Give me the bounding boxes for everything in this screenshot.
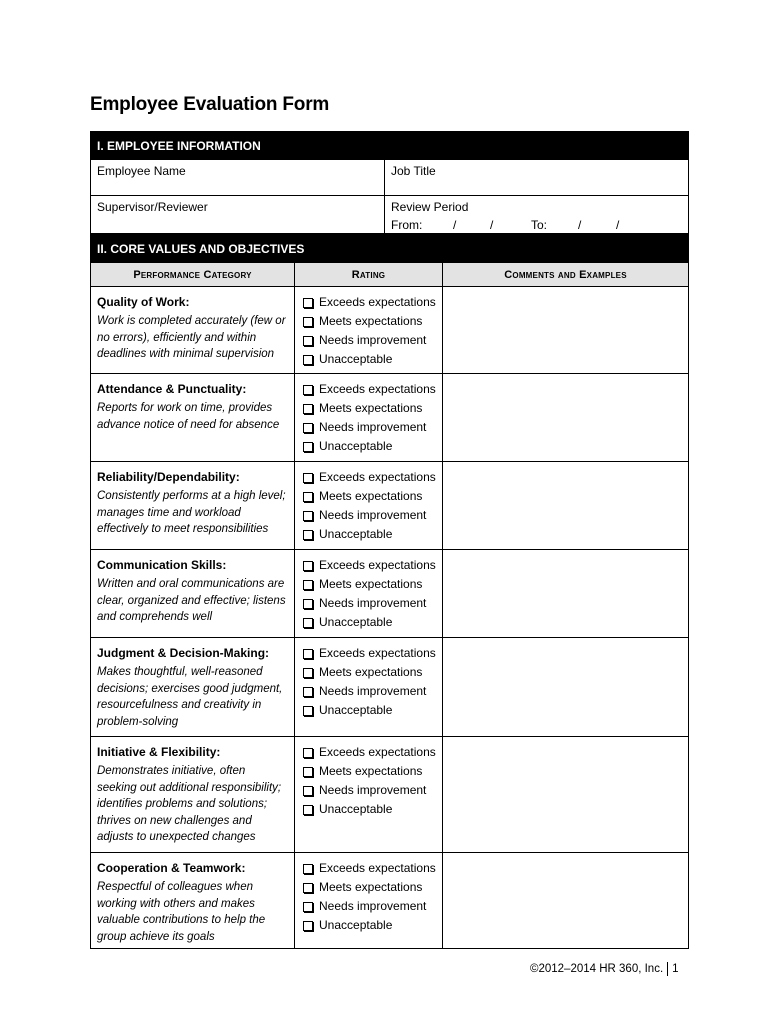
comments-field[interactable]: [443, 737, 688, 852]
category-cell: [91, 374, 295, 461]
rating-option[interactable]: [303, 781, 442, 800]
rating-option[interactable]: [303, 594, 442, 613]
category-cell: [91, 550, 295, 637]
checkbox-icon[interactable]: [303, 921, 313, 931]
rating-option-label: Meets expectations: [319, 764, 423, 778]
rating-option-label: Exceeds expectations: [319, 295, 436, 309]
category-name: Reliability/Dependability:: [97, 470, 240, 484]
rating-option-label: Unacceptable: [319, 527, 393, 541]
table-header-row: [91, 263, 688, 287]
comments-field[interactable]: [443, 853, 688, 948]
rating-option-label: Exceeds expectations: [319, 861, 436, 875]
checkbox-icon[interactable]: [303, 561, 313, 571]
category-description: Written and oral communications are clear, organized and effective; listens and comprehends well: [97, 578, 286, 623]
checkbox-icon[interactable]: [303, 473, 313, 483]
category-name: Initiative & Flexibility:: [97, 745, 221, 759]
checkbox-icon[interactable]: [303, 423, 313, 433]
checkbox-icon[interactable]: [303, 492, 313, 502]
category-cell: [91, 737, 295, 852]
review-period-label: Review Period: [391, 200, 469, 214]
rating-option[interactable]: [303, 743, 442, 762]
job-title-field[interactable]: [385, 160, 688, 195]
rating-cell: [295, 550, 443, 637]
category-cell: [91, 287, 295, 373]
rating-option[interactable]: [303, 663, 442, 682]
category-description: Respectful of colleagues when working with others and makes valuable contributions to help the group achieve its goals: [97, 881, 266, 943]
rating-option[interactable]: [303, 878, 442, 897]
category-name: Attendance & Punctuality:: [97, 382, 247, 396]
comments-field[interactable]: [443, 374, 688, 461]
section-employee-information-heading: I. EMPLOYEE INFORMATION: [91, 131, 688, 160]
rating-option-label: Unacceptable: [319, 615, 393, 629]
review-period-dates: [391, 218, 682, 232]
rating-option-label: Unacceptable: [319, 703, 393, 717]
category-rows: [91, 287, 688, 948]
comments-field[interactable]: [443, 638, 688, 736]
rating-option[interactable]: [303, 350, 442, 369]
rating-option-label: Needs improvement: [319, 783, 427, 797]
info-row-supervisor-period: [91, 196, 688, 234]
rating-option-label: Needs improvement: [319, 596, 427, 610]
rating-option[interactable]: [303, 293, 442, 312]
supervisor-label: Supervisor/Reviewer: [97, 200, 208, 214]
evaluation-form: [90, 131, 689, 949]
rating-option[interactable]: [303, 418, 442, 437]
checkbox-icon[interactable]: [303, 511, 313, 521]
rating-option-label: Needs improvement: [319, 508, 427, 522]
to-label: To:: [531, 218, 548, 232]
rating-option-label: Unacceptable: [319, 918, 393, 932]
checkbox-icon[interactable]: [303, 902, 313, 912]
rating-option-label: Exceeds expectations: [319, 558, 436, 572]
checkbox-icon[interactable]: [303, 317, 313, 327]
rating-header: Rating: [295, 263, 443, 286]
category-description: Consistently performs at a high level; manages time and workload effectively to meet responsibilities: [97, 490, 286, 535]
rating-option[interactable]: [303, 859, 442, 878]
category-row: [91, 737, 688, 853]
category-cell: [91, 638, 295, 736]
rating-option[interactable]: [303, 312, 442, 331]
to-slash-1: /: [578, 218, 582, 232]
employee-name-label: Employee Name: [97, 164, 186, 178]
rating-option[interactable]: [303, 701, 442, 720]
checkbox-icon[interactable]: [303, 864, 313, 874]
rating-option[interactable]: [303, 468, 442, 487]
rating-option[interactable]: [303, 575, 442, 594]
category-cell: [91, 853, 295, 948]
rating-option[interactable]: [303, 916, 442, 935]
rating-cell: [295, 287, 443, 373]
category-name: Cooperation & Teamwork:: [97, 861, 246, 875]
rating-cell: [295, 638, 443, 736]
to-slash-2: /: [616, 218, 620, 232]
rating-option-label: Meets expectations: [319, 665, 423, 679]
rating-option-label: Unacceptable: [319, 352, 393, 366]
category-name: Quality of Work:: [97, 295, 190, 309]
section-core-values-heading: II. CORE VALUES AND OBJECTIVES: [91, 234, 688, 263]
rating-option-label: Unacceptable: [319, 439, 393, 453]
copyright-text: ©2012–2014 HR 360, Inc.: [530, 963, 664, 975]
rating-option-label: Meets expectations: [319, 880, 423, 894]
checkbox-icon[interactable]: [303, 883, 313, 893]
category-row: [91, 287, 688, 374]
rating-option[interactable]: [303, 644, 442, 663]
checkbox-icon[interactable]: [303, 668, 313, 678]
page-footer: [530, 962, 679, 976]
rating-cell: [295, 462, 443, 549]
comments-header: Comments and Examples: [504, 268, 627, 281]
checkbox-icon[interactable]: [303, 748, 313, 758]
info-row-name-title: [91, 160, 688, 196]
review-period-field[interactable]: [385, 196, 688, 233]
checkbox-icon[interactable]: [303, 805, 313, 815]
comments-field[interactable]: [443, 287, 688, 373]
rating-option-label: Exceeds expectations: [319, 382, 436, 396]
checkbox-icon[interactable]: [303, 687, 313, 697]
comments-field[interactable]: [443, 550, 688, 637]
rating-option[interactable]: [303, 682, 442, 701]
rating-cell: [295, 737, 443, 852]
rating-option-label: Meets expectations: [319, 401, 423, 415]
category-description: Demonstrates initiative, often seeking out additional responsibility; identifies problems and solutions; thrives on new challenges and adjusts to unexpected changes: [97, 765, 282, 843]
rating-option-label: Needs improvement: [319, 899, 427, 913]
rating-option-label: Exceeds expectations: [319, 745, 436, 759]
rating-option[interactable]: [303, 613, 442, 632]
supervisor-field[interactable]: [91, 196, 385, 233]
from-slash-2: /: [490, 218, 494, 232]
category-cell: [91, 462, 295, 549]
checkbox-icon[interactable]: [303, 336, 313, 346]
rating-option-label: Meets expectations: [319, 489, 423, 503]
rating-cell: [295, 853, 443, 948]
rating-option-label: Needs improvement: [319, 333, 427, 347]
employee-name-field[interactable]: [91, 160, 385, 195]
checkbox-icon[interactable]: [303, 786, 313, 796]
checkbox-icon[interactable]: [303, 404, 313, 414]
checkbox-icon[interactable]: [303, 580, 313, 590]
rating-option-label: Needs improvement: [319, 684, 427, 698]
performance-category-header: Performance Category: [91, 263, 295, 286]
rating-option[interactable]: [303, 762, 442, 781]
category-name: Judgment & Decision-Making:: [97, 646, 270, 660]
footer-separator: [667, 962, 668, 976]
checkbox-icon[interactable]: [303, 706, 313, 716]
checkbox-icon[interactable]: [303, 385, 313, 395]
checkbox-icon[interactable]: [303, 767, 313, 777]
rating-option-label: Meets expectations: [319, 314, 423, 328]
rating-option[interactable]: [303, 897, 442, 916]
checkbox-icon[interactable]: [303, 442, 313, 452]
comments-field[interactable]: [443, 462, 688, 549]
job-title-label: Job Title: [391, 164, 436, 178]
rating-option[interactable]: [303, 556, 442, 575]
from-slash-1: /: [453, 218, 457, 232]
category-row: [91, 462, 688, 550]
checkbox-icon[interactable]: [303, 298, 313, 308]
rating-option-label: Needs improvement: [319, 420, 427, 434]
form-title: Employee Evaluation Form: [90, 94, 330, 115]
rating-option[interactable]: [303, 525, 442, 544]
category-row: [91, 550, 688, 638]
rating-option[interactable]: [303, 380, 442, 399]
checkbox-icon[interactable]: [303, 599, 313, 609]
checkbox-icon[interactable]: [303, 355, 313, 365]
rating-option[interactable]: [303, 506, 442, 525]
rating-option[interactable]: [303, 331, 442, 350]
rating-option[interactable]: [303, 800, 442, 819]
checkbox-icon[interactable]: [303, 649, 313, 659]
rating-option[interactable]: [303, 487, 442, 506]
category-description: Reports for work on time, provides advance notice of need for absence: [97, 402, 280, 431]
category-description: Makes thoughtful, well-reasoned decisions; exercises good judgment, resourcefulness and creativity in problem-solving: [97, 666, 283, 728]
checkbox-icon[interactable]: [303, 618, 313, 628]
rating-option-label: Exceeds expectations: [319, 470, 436, 484]
rating-option[interactable]: [303, 437, 442, 456]
category-name: Communication Skills:: [97, 558, 227, 572]
rating-option-label: Unacceptable: [319, 802, 393, 816]
rating-cell: [295, 374, 443, 461]
category-row: [91, 853, 688, 948]
page-number: 1: [672, 963, 679, 975]
category-row: [91, 638, 688, 737]
category-row: [91, 374, 688, 462]
from-label: From:: [391, 218, 423, 232]
rating-option-label: Meets expectations: [319, 577, 423, 591]
category-description: Work is completed accurately (few or no errors), efficiently and within deadlines with minimal supervision: [97, 315, 286, 360]
rating-option[interactable]: [303, 399, 442, 418]
checkbox-icon[interactable]: [303, 530, 313, 540]
rating-option-label: Exceeds expectations: [319, 646, 436, 660]
